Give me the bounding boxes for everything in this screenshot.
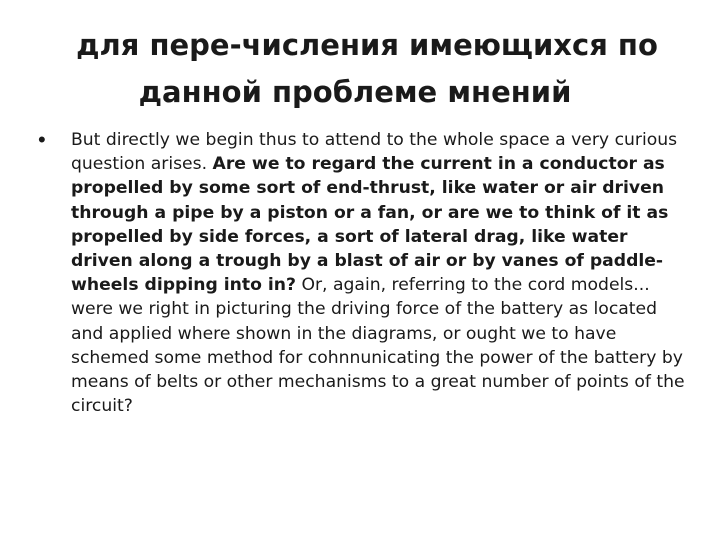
bullet-marker: • (38, 127, 46, 152)
bullet-text (71, 128, 688, 418)
bullet-text-intro: But directly we begin thus to attend to the whole space a very curious question arises. (71, 130, 678, 175)
bullet-text-continuation: Or, again, referring to the cord models... were we right in picturing the driving force of the battery as located and applied where shown in the diagrams, or ought we to have schemed some method for cohnnunicating the power of the battery by means of belts or other mechanisms to a great number of points of the circuit? (71, 275, 685, 417)
bullet-item (38, 128, 688, 418)
title-line-2: данной проблеме мнений (138, 75, 572, 109)
bullet-text-bold-question: Are we to regard the current in a conductor as propelled by some sort of end-thrust, like water or air driven through a pipe by a piston or a fan, or are we to think of it as propelled by side forces, a sort of lateral drag, like water driven along a trough by a blast of air or by vanes of paddle-wheels dipping into in? (71, 154, 669, 296)
slide-title (0, 22, 720, 116)
title-line-1: для пере-числения имеющихся по (76, 28, 658, 62)
